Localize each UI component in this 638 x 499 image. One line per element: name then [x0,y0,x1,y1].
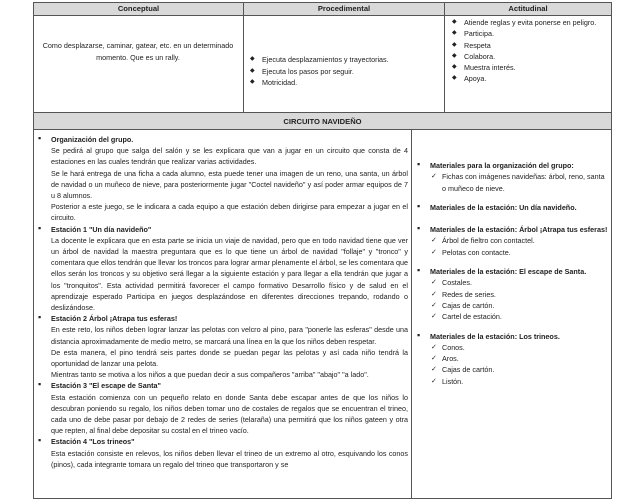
materials-station-1-title: Materiales de la estación: Un día navideño. [430,202,577,212]
materials-cell [413,160,609,387]
list-item: ◆ Apoya. [452,73,602,84]
conceptual-text: Como desplazarse, caminar, gatear, etc. en un determinado momento. Que es un rally. [42,41,234,62]
materials-station-4-title: Materiales de la estación: Los trineos. [430,331,560,341]
materials-org-list [430,171,609,194]
org-text-3: Posterior a este juego, se le indicara a cada equipo a que estación deben dirigirse para empezar a jugar en el circuito. [51,202,408,223]
header-conceptual: Conceptual [33,2,244,16]
list-item: ✓ Fichas con imágenes navideñas: árbol, reno, santa o muñeco de nieve. [430,171,609,194]
list-item: ✓ Pelotas con contacte. [430,247,609,258]
list-item: ✓ Cajas de cartón. [430,364,609,375]
materials-station-2-list [430,235,609,258]
station-4-title: Estación 4 "Los trineos" [51,437,135,447]
station-2-text: En este reto, los niños deben lograr lanzar las pelotas con velcro al pino, para "ponerle las esferas" desde una distancia aproximadamente de medio metro, se marcará una línea en la que los niños deben respetar. [51,325,408,346]
station-2-title: Estación 2 Árbol ¡Atrapa tus esferas! [51,314,178,324]
header-actitudinal: Actitudinal [444,2,612,16]
procedimental-list [250,54,440,89]
materials-station-2-title: Materiales de la estación: Árbol ¡Atrapa tus esferas! [430,225,608,235]
materials-station-4-list [430,342,609,387]
materials-station-2 [413,224,609,258]
list-item: ◆ Ejecuta los pasos por seguir. [250,66,440,78]
station-2-text-2: De esta manera, el pino tendrá seis partes donde se puedan pegar las pelotas y así cada niño tendrá la oportunidad de lanzar una pelota. [51,347,408,369]
list-item: ✓ Árbol de fieltro con contactel. [430,235,609,246]
circuit-title: CIRCUITO NAVIDEÑO [33,112,612,130]
station-3-title: Estación 3 "El escape de Santa" [51,381,161,391]
header-procedimental: Procedimental [243,2,445,16]
list-item: ◆ Motricidad. [250,77,440,89]
list-item: ◆ Participa. [452,28,602,39]
actitudinal-list [452,17,602,85]
list-item: ◆ Respeta [452,40,602,51]
list-item: ◆ Ejecuta desplazamientos y trayectorias. [250,54,440,66]
materials-station-4 [413,331,609,387]
station-1-text: La docente le explicara que en esta parte se inicia un viaje de navidad, pero que en todo navidad tiene que ver un árbol de navidad la maestra preguntara que es lo que tiene un árbol de navidad "follaje" y "tronco" y comentara que ellos tendrán que llevar los troncos para lograr armar plenamente el árbol, se les comentara que ellos serán los troncos y su objetivo será llegar a la siguiente estación y para llegar a ella tendrán que jugar a los "tronquitos". Esta actividad permitirá favorecer el campo formativo Desarrollo físico y de salud en el aprendizaje esperado Participa en juegos desplazándose en diferentes direcciones trepando, rodando o deslizándose. [51,235,408,313]
list-item: ◆ Colabora. [452,51,602,62]
org-title: Organización del grupo. [51,135,134,144]
org-text-2: Se le hará entrega de una ficha a cada alumno, esta puede tener una imagen de un reno, una santa, un árbol de navidad o un muñeco de nieve, para posteriormente jugar "Coctel navideño" y así poder armar equipos de 7 u 8 alumnos. [51,168,408,201]
org-text: Se pedirá al grupo que salga del salón y se les explicara que van a jugar en un circuito que consta de 4 estaciones en las cuales tendrán que realizar varias actividades. [51,146,408,167]
list-item: ◆ Atiende reglas y evita ponerse en peligro. [452,17,602,28]
materials-station-3 [413,266,609,322]
activities-cell [34,134,408,470]
list-item: ◆ Muestra interés. [452,62,602,73]
procedimental-cell [250,54,440,89]
station-3 [34,380,408,436]
station-4 [34,436,408,470]
station-2-text-3: Mientras tanto se motiva a los niños a que puedan decir a sus compañeros "arriba" "abajo" "a lado". [51,370,369,380]
materials-station-3-title: Materiales de la estación: El escape de Santa. [430,267,587,277]
actitudinal-cell [452,17,602,85]
materials-station-3-list [430,277,609,322]
list-item: ✓ Cajas de cartón. [430,300,609,311]
station-2 [34,313,408,380]
list-item: ✓ Listón. [430,376,609,387]
station-1-title: Estación 1 "Un día navideño" [51,224,152,234]
list-item: ✓ Costales. [430,277,609,288]
list-item: ✓ Aros. [430,353,609,364]
station-1 [34,224,408,314]
list-item: ✓ Conos. [430,342,609,353]
station-4-text: Esta estación consiste en relevos, los niños deben llevar el trineo de un extremo al otro, esquivando los conos (pinos), cada integrante tomara un regalo del trineo que transportaron y se [51,448,408,469]
list-item: ✓ Redes de series. [430,289,609,300]
station-3-text: Esta estación comienza con un pequeño relato en donde Santa debe escapar antes de que los niños lo descubran poniendo su regalo, los niños deben tomar uno de costales de regalos que se encuentran el trineo, cada uno de debe pasar por debajo de 2 redes de series (telaraña) una permitirá que los niños gateen y otra que repten, al final debe depositar su costal en el trineo vacío. [51,392,408,436]
materials-station-1 [413,202,609,213]
conceptual-cell [40,40,236,63]
materials-org-title: Materiales para la organización del grupo: [430,161,574,170]
list-item: ✓ Cartel de estación. [430,311,609,322]
materials-org [413,160,609,194]
org-section [34,134,408,224]
